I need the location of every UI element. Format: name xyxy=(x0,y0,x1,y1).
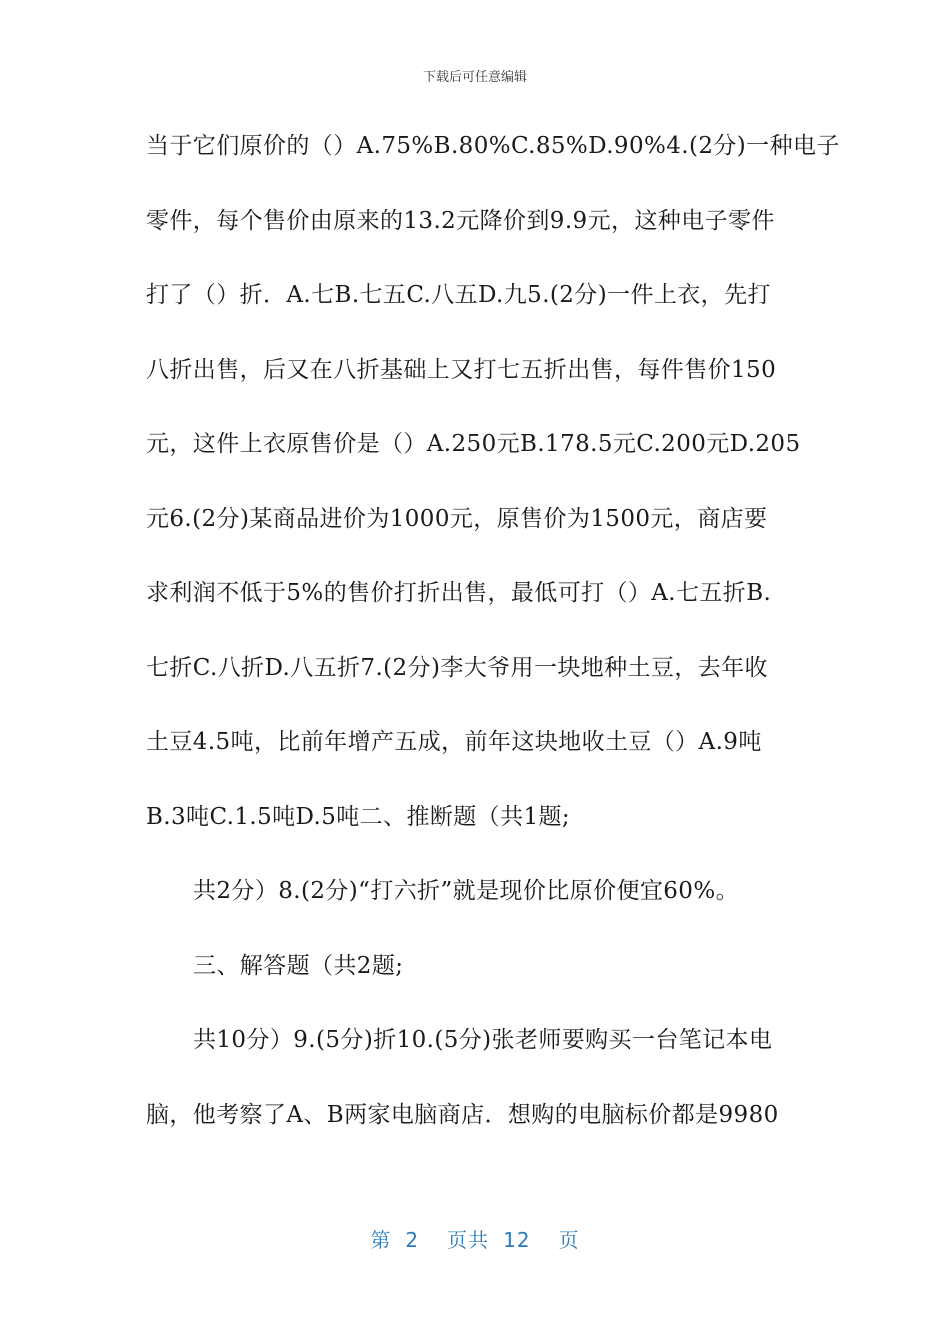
footer-prefix: 第 xyxy=(370,1228,392,1252)
total-pages-number: 12 xyxy=(503,1228,531,1252)
footer-suffix: 页 xyxy=(558,1228,580,1252)
text-line: 元，这件上衣原售价是（）A.250元B.178.5元C.200元D.205 xyxy=(146,431,801,457)
text-line: 八折出售，后又在八折基础上又打七五折出售，每件售价150 xyxy=(146,356,777,383)
page-number-footer xyxy=(0,1224,950,1253)
text-line: 零件，每个售价由原来的13.2元降价到9.9元，这种电子零件 xyxy=(146,207,775,234)
text-line: 七折C.八折D.八五折7.(2分)李大爷用一块地种土豆，去年收 xyxy=(146,654,768,681)
current-page-number: 2 xyxy=(405,1228,420,1252)
page-header: 下载后可任意编辑 xyxy=(422,70,527,85)
document-body xyxy=(146,118,840,1161)
text-line: 求利润不低于5%的售价打折出售，最低可打（）A.七五折B. xyxy=(146,580,772,606)
section-heading: 三、解答题（共2题; xyxy=(193,952,404,979)
text-line: 打了（）折．A.七B.七五C.八五D.九5.(2分)一件上衣，先打 xyxy=(146,282,771,308)
text-line: B.3吨C.1.5吨D.5吨二、推断题（共1题; xyxy=(146,803,571,830)
text-line: 共2分）8.(2分)“打六折”就是现价比原价便宜60%。 xyxy=(193,878,739,904)
text-line: 土豆4.5吨，比前年增产五成，前年这块地收土豆（）A.9吨 xyxy=(146,729,762,755)
text-line: 当于它们原价的（）A.75%B.80%C.85%D.90%4.(2分)一种电子 xyxy=(146,133,840,159)
text-line: 共10分）9.(5分)折10.(5分)张老师要购买一台笔记本电 xyxy=(193,1027,773,1053)
text-line: 脑，他考察了A、B两家电脑商店．想购的电脑标价都是9980 xyxy=(146,1101,779,1128)
text-line: 元6.(2分)某商品进价为1000元，原售价为1500元，商店要 xyxy=(146,505,768,532)
footer-middle: 页共 xyxy=(447,1228,490,1252)
